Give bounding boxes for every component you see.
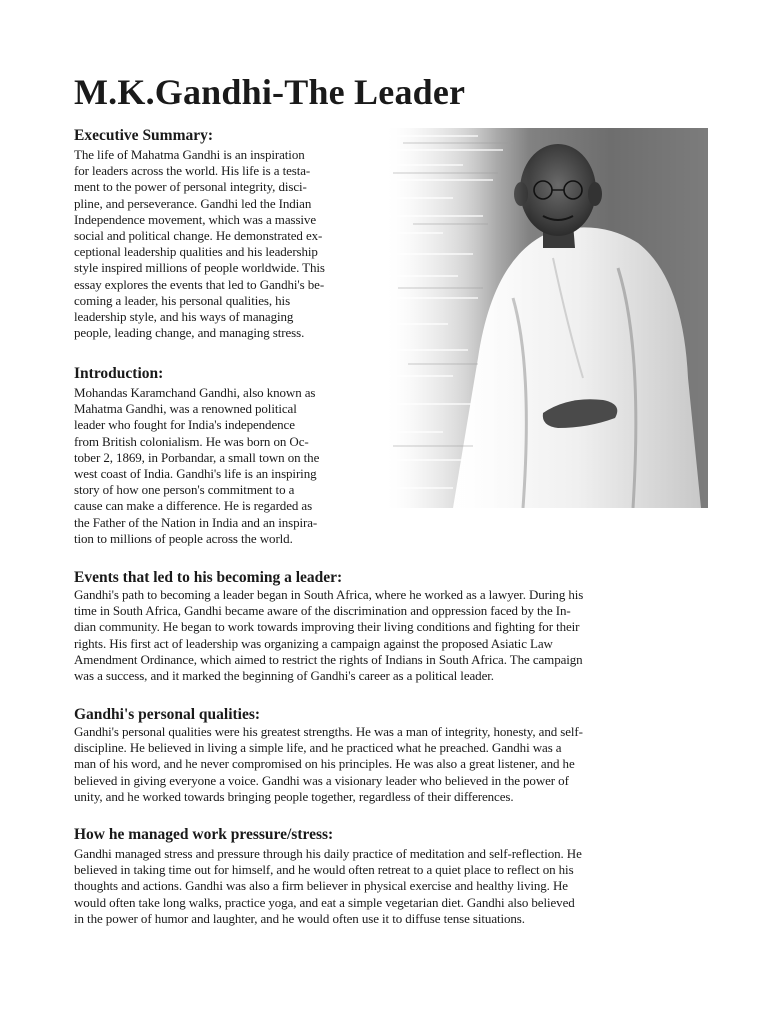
- introduction-heading: Introduction:: [74, 365, 164, 382]
- events-heading: Events that led to his becoming a leader:: [74, 569, 343, 586]
- document-title: M.K.Gandhi-The Leader: [74, 72, 466, 112]
- events-text: Gandhi's path to becoming a leader began in South Africa, where he worked as a lawyer. During his time in South Africa, Gandhi became aware of the discrimination and oppression faced by the In- dian community. He began to work towards improving their living conditions and fighting for their rights. His first act of leadership was organizing a campaign against the proposed Asiatic Law Amendment Ordinance, which aimed to restrict the rights of Indians in South Africa. The campaign was a success, and it marked the beginning of Gandhi's career as a political leader.: [74, 587, 584, 684]
- personal-qualities-heading: Gandhi's personal qualities:: [74, 706, 261, 723]
- executive-summary-text: The life of Mahatma Gandhi is an inspiration for leaders across the world. His life is a testa- ment to the power of personal integrity, disci- pline, and perseverance. Gandhi led the Indian Independence movement, which was a massive social and political change. He demonstrated ex- ceptional leadership qualities and his leadership style inspired millions of people worldwide. This essay explores the events that led to Gandhi's be- coming a leader, his personal qualities, his leadership style, and his ways of managing people, leading change, and managing stress.: [74, 147, 325, 341]
- stress-management-heading: How he managed work pressure/stress:: [74, 826, 334, 843]
- gandhi-portrait-photo: [383, 128, 708, 508]
- stress-management-text: Gandhi managed stress and pressure through his daily practice of meditation and self-reflection. He believed in taking time out for himself, and he would often retreat to a quiet place to reflect on his thoughts and actions. Gandhi was also a firm believer in physical exercise and healthy living. He would often take long walks, practice yoga, and eat a simple vegetarian diet. Gandhi also believed in the power of humor and laughter, and he would often use it to diffuse tense situations.: [74, 846, 582, 926]
- introduction-text: Mohandas Karamchand Gandhi, also known as Mahatma Gandhi, was a renowned political leader who fought for India's independence from British colonialism. He was born on Oc- tober 2, 1869, in Porbandar, a small town on the west coast of India. Gandhi's life is an inspiring story of how one person's commitment to a cause can make a difference. He is regarded as the Father of the Nation in India and an inspira- tion to millions of people across the world.: [74, 385, 320, 546]
- executive-summary-heading: Executive Summary:: [74, 127, 214, 144]
- personal-qualities-text: Gandhi's personal qualities were his greatest strengths. He was a man of integrity, honesty, and self- discipline. He believed in living a simple life, and he practiced what he preached. Gandhi was a man of his word, and he never compromised on his principles. He was also a great listener, and he believed in giving everyone a voice. Gandhi was a visionary leader who believed in the power of unity, and he worked towards bringing people together, regardless of their differences.: [74, 724, 583, 804]
